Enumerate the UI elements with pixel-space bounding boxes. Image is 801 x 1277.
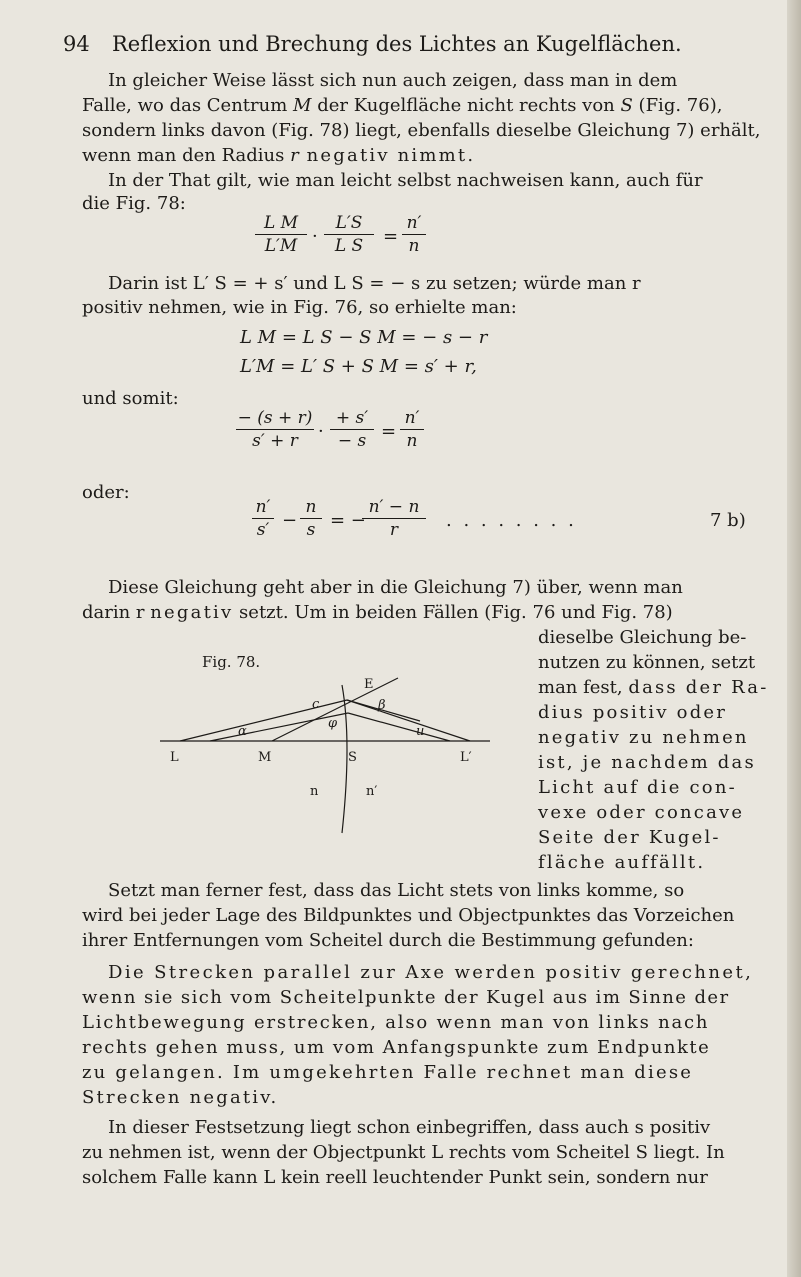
text-line: In gleicher Weise lässt sich nun auch zeigen, dass man in dem	[108, 70, 678, 91]
text-line: darin r negativ setzt. Um in beiden Fällen (Fig. 76 und Fig. 78)	[82, 602, 673, 623]
text-line: ist, je nachdem das	[538, 752, 756, 773]
text-line: dieselbe Gleichung be-	[538, 627, 747, 648]
text-line: vexe oder concave	[538, 802, 745, 823]
label-M: M	[258, 750, 272, 765]
text-line: und somit:	[82, 388, 179, 409]
equation-2b: L′M = L′ S + S M = s′ + r,	[240, 356, 477, 377]
page-number: 94	[63, 32, 90, 56]
text-line: negativ zu nehmen	[538, 727, 749, 748]
label-n-prime: n′	[366, 784, 378, 799]
label-beta: β	[378, 698, 386, 713]
text-line: In dieser Festsetzung liegt schon einbegriffen, dass auch s positiv	[108, 1117, 711, 1138]
label-u: u	[416, 724, 425, 739]
equation-2a: L M = L S − S M = − s − r	[240, 327, 488, 348]
label-L-prime: L′	[460, 750, 472, 765]
text-line: solchem Falle kann L kein reell leuchtender Punkt sein, sondern nur	[82, 1167, 708, 1188]
text-line: Die Strecken parallel zur Axe werden positiv gerechnet,	[108, 962, 754, 983]
text-line: wenn man den Radius r negativ nimmt.	[82, 145, 476, 166]
text-line: Darin ist L′ S = + s′ und L S = − s zu setzen; würde man r	[108, 273, 641, 294]
label-S: S	[348, 750, 357, 765]
text-line: Strecken negativ.	[82, 1087, 279, 1108]
label-E: E	[364, 677, 374, 692]
refracting-surface	[342, 685, 347, 833]
text-line: Seite der Kugel-	[538, 827, 721, 848]
text-line: Setzt man ferner fest, dass das Licht stets von links komme, so	[108, 880, 685, 901]
label-alpha: α	[238, 724, 247, 739]
label-c: c	[312, 697, 320, 712]
ray-1	[180, 700, 347, 741]
text-line: Lichtbewegung erstrecken, also wenn man von links nach	[82, 1012, 710, 1033]
label-phi: φ	[328, 716, 338, 731]
text-line: In der That gilt, wie man leicht selbst nachweisen kann, auch für	[108, 170, 703, 191]
page-edge-shadow	[787, 0, 801, 1277]
text-line: wenn sie sich vom Scheitelpunkte der Kugel aus im Sinne der	[82, 987, 730, 1008]
text-line: sondern links davon (Fig. 78) liegt, ebenfalls dieselbe Gleichung 7) erhält,	[82, 120, 761, 141]
text-line: die Fig. 78:	[82, 193, 186, 214]
text-line: Falle, wo das Centrum M der Kugelfläche nicht rechts von S (Fig. 76),	[82, 95, 723, 116]
text-line: wird bei jeder Lage des Bildpunktes und Objectpunktes das Vorzeichen	[82, 905, 735, 926]
figure-78-diagram	[150, 675, 530, 845]
text-line: zu nehmen ist, wenn der Objectpunkt L rechts vom Scheitel S liegt. In	[82, 1142, 725, 1163]
text-line: oder:	[82, 482, 130, 503]
text-line: Diese Gleichung geht aber in die Gleichung 7) über, wenn man	[108, 577, 683, 598]
equation-number: 7 b)	[710, 510, 746, 531]
text-line: rechts gehen muss, um vom Anfangspunkte zum Endpunkte	[82, 1037, 711, 1058]
running-title: Reflexion und Brechung des Lichtes an Kugelflächen.	[112, 32, 682, 56]
text-line: nutzen zu können, setzt	[538, 652, 756, 673]
ray-3	[347, 700, 470, 741]
label-L: L	[170, 750, 179, 765]
book-page: 94 Reflexion und Brechung des Lichtes an Kugelflächen. In gleicher Weise lässt sich nun auch zeigen, dass man in dem Falle, wo das Centrum M der Kugelfläche nicht rechts von S (Fig. 76), sondern links davon (Fig. 78) liegt, ebenfalls dieselbe Gleichung 7) erhält, wenn man den Radius r negativ nimmt. In der That gilt, wie man leicht selbst nachweisen kann, auch für die Fig. 78: L M L′M · L′S L S = n′ n Darin ist L′ S = + s′ und L S = − s zu setzen; würde man r positiv nehmen, wie in Fig. 76, so erhielte man: L M = L S − S M = − s − r L′M = L′ S + S M = s′ + r, und somit: − (s + r) s′ + r · + s′ − s = n′ n oder: n′ s′ − n s = − n′ − n r . . . . . . . . 7 b) Diese Gleichung geht aber in die Gleichung 7) über, wenn man darin r negativ setzt. Um in beiden Fällen (Fig. 76 und Fig. 78) dieselbe Gleichung be- nutzen zu können, setzt man fest, dass der Ra- dius positiv oder negativ zu nehmen ist, je nachdem das Licht auf die con- vexe oder concave Seite der Kugel- fläche auffällt. Fig. 78. E β c α φ u L M S L′ n n′ Setzt man ferner fest, dass das Licht stets von links komme, so wird bei jeder Lage des Bildpunktes und Objectpunktes das Vorzeichen ihrer Entfernungen vom Scheitel durch die Bestimmung gefunden: Die Strecken parallel zur Axe werden positiv gerechnet, wenn sie sich vom Scheitelpunkte der Kugel aus im Sinne der Lichtbewegung erstrecken, also wenn man von links nach rechts gehen muss, um vom Anfangspunkte zum Endpunkte zu gelangen. Im umgekehrten Falle rechnet man diese Strecken negativ. In dieser Festsetzung liegt schon einbegriffen, dass auch s positiv zu nehmen ist, wenn der Objectpunkt L rechts vom Scheitel S liegt. In solchem Falle kann L kein reell leuchtender Punkt sein, sondern nur	[0, 0, 801, 1277]
label-n: n	[310, 784, 319, 799]
figure-caption: Fig. 78.	[202, 653, 261, 671]
text-line: ihrer Entfernungen vom Scheitel durch die Bestimmung gefunden:	[82, 930, 694, 951]
text-line: man fest, dass der Ra-	[538, 677, 769, 698]
text-line: Licht auf die con-	[538, 777, 737, 798]
text-line: dius positiv oder	[538, 702, 728, 723]
text-line: positiv nehmen, wie in Fig. 76, so erhielte man:	[82, 297, 517, 318]
text-line: fläche auffällt.	[538, 852, 706, 873]
text-line: zu gelangen. Im umgekehrten Falle rechnet man diese	[82, 1062, 694, 1083]
